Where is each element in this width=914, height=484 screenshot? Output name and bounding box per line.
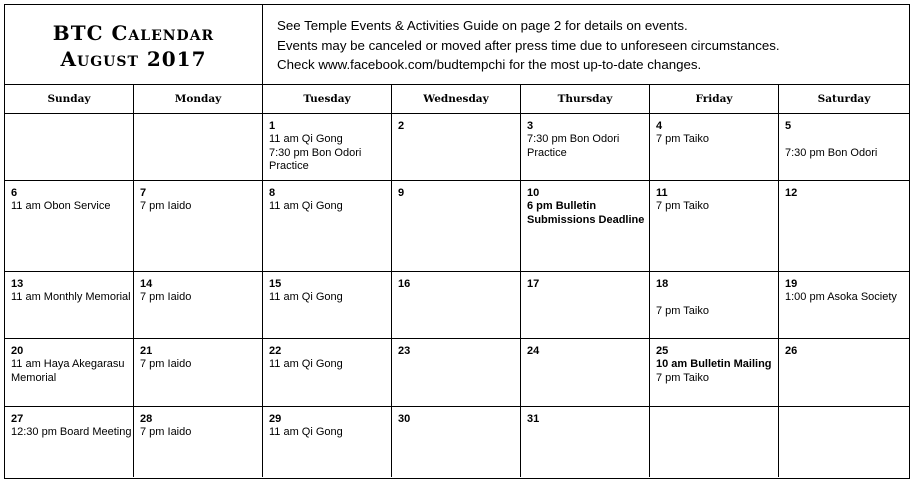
day-cell[interactable] — [779, 114, 909, 180]
day-cell[interactable] — [263, 114, 392, 180]
day-cell[interactable] — [392, 339, 521, 406]
day-cell[interactable] — [134, 272, 263, 338]
title-line-2: August 2017 — [60, 47, 207, 71]
day-cell[interactable] — [779, 407, 909, 477]
day-number: 17 — [527, 278, 540, 290]
day-cell[interactable] — [779, 272, 909, 338]
day-cell[interactable] — [134, 114, 263, 180]
day-cell[interactable] — [134, 339, 263, 406]
note-line: See Temple Events & Activities Guide on page 2 for details on events. — [277, 18, 688, 33]
event-text: 12:30 pm Board Meeting — [11, 426, 132, 439]
day-number: 22 — [269, 345, 282, 357]
day-cell[interactable] — [134, 181, 263, 271]
weekday-header: Saturday — [817, 93, 871, 105]
day-number: 5 — [785, 120, 792, 132]
week-row — [5, 339, 909, 407]
event-text: 7 pm Iaido — [140, 200, 192, 213]
day-cell[interactable] — [779, 339, 909, 406]
day-number: 24 — [527, 345, 540, 357]
event-text: 11 am Qi Gong — [269, 426, 343, 439]
week-row — [5, 272, 909, 339]
day-cell[interactable] — [392, 114, 521, 180]
event-text: 11 am Qi Gong — [269, 291, 343, 304]
event-text: 7 pm Iaido — [140, 358, 192, 371]
calendar-title — [5, 5, 263, 84]
day-cell[interactable] — [263, 272, 392, 338]
event-text: 7:30 pm Bon Odori Practice — [527, 133, 620, 159]
day-cell[interactable] — [5, 114, 134, 180]
event-text: 7 pm Taiko — [656, 371, 709, 384]
day-cell[interactable] — [650, 181, 779, 271]
event-text: 7 pm Taiko — [656, 133, 709, 146]
day-number: 20 — [11, 345, 24, 357]
event-text: 11 am Haya Akegarasu Memorial — [11, 358, 125, 384]
day-number: 11 — [656, 187, 668, 199]
day-cell[interactable] — [521, 272, 650, 338]
day-cell[interactable] — [779, 181, 909, 271]
weekday-header: Friday — [650, 85, 779, 113]
day-number: 1 — [269, 120, 276, 132]
day-number: 21 — [140, 345, 153, 357]
day-cell[interactable] — [392, 181, 521, 271]
event-text: 7 pm Iaido — [140, 426, 192, 439]
week-row — [5, 114, 909, 181]
day-cell[interactable] — [650, 114, 779, 180]
weekday-header: Wednesday — [392, 85, 521, 113]
day-cell[interactable] — [263, 339, 392, 406]
event-text: 10 am Bulletin Mailing — [656, 358, 772, 371]
note-line: Events may be canceled or moved after press time due to unforeseen circumstances. — [277, 37, 780, 53]
event-text: 7 pm Taiko — [656, 200, 709, 213]
day-cell[interactable] — [521, 407, 650, 477]
day-cell[interactable] — [134, 407, 263, 477]
event-text: 6 pm Bulletin Submissions Deadline — [527, 200, 645, 226]
day-cell[interactable] — [392, 407, 521, 477]
day-number: 6 — [11, 187, 18, 199]
day-cell[interactable] — [650, 339, 779, 406]
day-number: 10 — [527, 187, 540, 199]
day-cell[interactable] — [521, 114, 650, 180]
day-cell[interactable] — [5, 407, 134, 477]
day-cell[interactable] — [5, 272, 134, 338]
day-cell[interactable] — [650, 407, 779, 477]
event-text: 11 am Qi Gong — [269, 200, 343, 213]
day-number: 27 — [11, 413, 24, 425]
day-number: 31 — [527, 413, 540, 425]
event-text: 11 am Qi Gong — [269, 358, 343, 371]
day-cell[interactable] — [5, 339, 134, 406]
event-text — [785, 133, 909, 146]
day-cell[interactable] — [521, 339, 650, 406]
day-number: 3 — [527, 120, 534, 132]
day-number: 12 — [785, 187, 798, 199]
day-number: 7 — [140, 187, 147, 199]
day-number: 13 — [11, 278, 24, 290]
event-text: 11 am Monthly Memorial — [11, 291, 131, 304]
day-number: 29 — [269, 413, 282, 425]
week-row — [5, 181, 909, 272]
calendar — [4, 4, 910, 479]
day-number: 18 — [656, 278, 669, 290]
day-number: 9 — [398, 187, 405, 199]
event-text: 11 am Qi Gong — [269, 133, 343, 146]
day-number: 15 — [269, 278, 282, 290]
notes — [277, 16, 780, 75]
day-cell[interactable] — [5, 181, 134, 271]
note-line: Check www.facebook.com/budtempchi for the most up-to-date changes. — [277, 57, 702, 72]
day-cell[interactable] — [263, 181, 392, 271]
title-line-1: BTC Calendar — [52, 21, 215, 45]
day-number: 30 — [398, 413, 411, 425]
event-text: 7 pm Iaido — [140, 291, 192, 304]
event-text: 1:00 pm Asoka Society — [785, 291, 897, 304]
event-text: 7:30 pm Bon Odori Practice — [269, 146, 362, 172]
weekday-header: Thursday — [521, 85, 650, 113]
event-text — [656, 291, 778, 304]
event-text: 7 pm Taiko — [656, 304, 709, 317]
day-cell[interactable] — [392, 272, 521, 338]
weekday-header: Monday — [134, 85, 263, 113]
week-row — [5, 407, 909, 477]
day-number: 8 — [269, 187, 276, 199]
day-number: 19 — [785, 278, 798, 290]
day-number: 25 — [656, 345, 669, 357]
weekday-header: Sunday — [5, 85, 134, 113]
weekday-header: Tuesday — [263, 85, 392, 113]
weekday-header-row — [5, 85, 909, 114]
calendar-header — [5, 5, 909, 85]
event-text: 11 am Obon Service — [11, 200, 111, 213]
day-number: 28 — [140, 413, 153, 425]
event-text: 7:30 pm Bon Odori — [785, 146, 878, 159]
day-cell[interactable] — [521, 181, 650, 271]
day-number: 4 — [656, 120, 663, 132]
day-cell[interactable] — [263, 407, 392, 477]
day-number: 2 — [398, 120, 405, 132]
day-number: 16 — [398, 278, 411, 290]
day-number: 14 — [140, 278, 153, 290]
day-number: 26 — [785, 345, 798, 357]
day-cell[interactable] — [650, 272, 779, 338]
day-number: 23 — [398, 345, 411, 357]
